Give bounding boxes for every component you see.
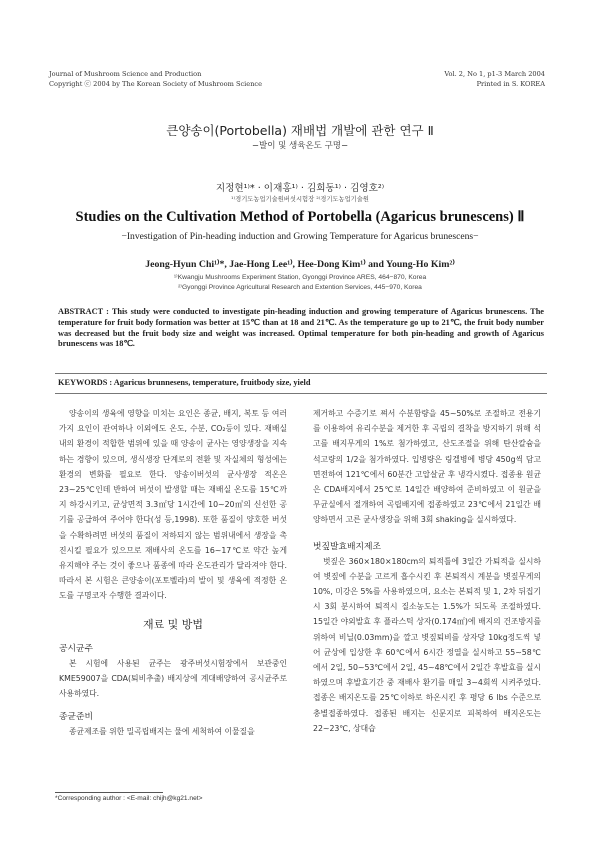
keywords-bottom-rule (55, 393, 547, 394)
volume-line: Vol. 2, No 1, p1-3 March 2004 (444, 70, 545, 78)
footnote-rule (55, 792, 163, 793)
authors-english: Jeong-Hyun Chi¹⁾*, Jae-Hong Lee¹⁾, Hee-Dong Kim¹⁾ and Young-Ho Kim²⁾ (145, 259, 455, 270)
subtitle-english: −Investigation of Pin-heading induction and Growing Temperature for Agaricus brunescens− (121, 231, 479, 242)
bed-paragraph: 벗짚은 360×180×180cm의 퇴적틀에 3일간 가퇴적을 실시하여 볏짚에 수분을 고르게 흡수시킨 후 본퇴적시 계분을 볏짚무게의 10%, 미강은 5%를 사용하였으며, 요소는 본퇴적 및 1, 2차 뒤집기시 3회 분시하여 퇴적시 질소농도는 1.5%가 되도록 조절하였다. 15일간 야외발효 후 플라스틱 상자(0.174㎡)에 배지의 건조방지를 위하여 비닐(0.03mm)을 깔고 볏짚퇴비를 상자당 10kg정도씩 넣어 균상에 입상한 후 60℃에서 6시간 정열을 실시하고 55∼58℃에서 2일, 50∼53℃에서 2일, 45∼48℃에서 2일간 후발효를 실시하였으며 후발효기간 중 재배사 환기를 매일 3∼4회씩 시켜주었다. 접종은 배지온도를 25℃이하로 하온시킨 후 평당 6 lbs 수준으로 충별접종하였다. 접종된 배지는 신문지로 피복하여 배지온도는 22∼23℃, 상대습 (313, 556, 541, 733)
printed-line: Printed in S. KOREA (476, 79, 545, 88)
bed-heading: 벗짚발효배지제조 (313, 541, 381, 552)
affiliations-english (0, 273, 600, 293)
affiliation-korean: ¹⁾경기도농업기술원버섯시험장 ²⁾경기도농업기술원 (231, 196, 369, 203)
spawn-paragraph: 종균제조를 위한 밀곡립배지는 물에 세척하여 이물질을 (69, 727, 255, 737)
journal-header-right (444, 70, 545, 89)
title-korean: 큰양송이(Portobella) 재배법 개발에 관한 연구 Ⅱ (166, 123, 434, 138)
title-english: Studies on the Cultivation Method of Portobella (Agaricus brunescens) Ⅱ (75, 209, 525, 225)
journal-header-left (49, 70, 262, 89)
affiliation-english-2: ²⁾Gyonggi Province Agricultural Research and Extention Services, 445−970, Korea (178, 283, 422, 291)
journal-name: Journal of Mushroom Science and Production (49, 70, 202, 78)
right-column (313, 406, 541, 736)
methods-heading: 재료 및 방법 (142, 617, 204, 631)
spawn-heading: 종균준비 (59, 712, 93, 723)
authors-korean: 지정현¹⁾* · 이재홍¹⁾ · 김희동¹⁾ · 김영호²⁾ (215, 183, 385, 194)
spawn-paragraph-continued: 제거하고 수증기로 쪄서 수분함량을 45∼50%로 조절하고 전용기를 이용하여 유리수분을 제거한 후 곡립의 결착을 방지하기 위해 석고를 배지무게의 1%로 첨가하였고, 산도조절을 위해 탄산칼슘을 석고량의 1/2을 첨가하였다. 입병량은 링겔병에 병당 450g씩 담고 면전하여 121℃에서 60분간 고압살균 후 냉각시켰다. 접종용 원균은 CDA배지에서 25℃로 14일간 배양하여 준비하였고 이 원균을 무균실에서 절개하여 곡립배지에 접종하였고 23℃에서 21일간 배양하면서 고른 균사생장을 위해 3회 shaking을 실시하였다. (313, 409, 541, 525)
subtitle-korean: −발이 및 생육온도 구명− (251, 141, 349, 151)
affiliation-english-1: ¹⁾Kwangju Mushrooms Experiment Station, Gyonggi Province ARES, 464−870, Korea (173, 274, 427, 281)
keywords-text: Agaricus brunnesens, temperature, fruitbody size, yield (113, 378, 311, 387)
keywords (58, 378, 544, 387)
abstract-label: ABSTRACT : (58, 307, 109, 316)
intro-paragraph: 양송이의 생육에 영향을 미치는 요인은 종균, 배지, 복토 등 여러 가지 요인이 관여하나 이외에도 온도, 수분, CO₂등이 있다. 재배실내의 환경이 적합한 범위에 있을 때 양송이 균사는 영양생장을 지속하는 경향이 있으며, 생식생장 단계로의 전환 및 자실체의 형성에는 환경의 변화를 필요로 한다. 양송이버섯의 균사생장 적온은 23∼25℃인데 반하여 버섯이 발생할 때는 재배실 온도를 15℃까지 하강시키고, 균상면적 3.3㎡당 1시간에 10∼20㎥의 신선한 공기를 공급하여 주어야 한다(성 등,1998). 또한 품질이 양호한 버섯을 수확하려면 버섯의 품질이 저하되지 않는 범위내에서 생장을 촉진시킬 필요가 있으므로 재배사의 온도를 16∼17℃로 약간 높게 유지해야 주는 것이 좋으나 품종에 따라 온도관리가 달라져야 한다. 따라서 본 시험은 큰양송이(포토벨라)의 발이 및 생육에 적정한 온도를 구명코자 수행한 결과이다. (59, 409, 287, 601)
keywords-top-rule (55, 373, 547, 374)
strain-heading: 공시균주 (59, 643, 93, 654)
abstract (58, 307, 544, 350)
strain-paragraph: 본 시험에 사용된 균주는 광주버섯시험장에서 보관중인 KME59007을 CDA(퇴비추출) 배지상에 계대배양하여 공시균주로 사용하였다. (59, 658, 287, 699)
copyright-line: Copyright ⓒ 2004 by The Korean Society of Mushroom Science (49, 79, 263, 88)
footnote: *Corresponding author : <E-mail: chijh@kg21.net> (55, 795, 203, 802)
left-column (59, 406, 287, 739)
keywords-label: KEYWORDS : (58, 378, 113, 387)
abstract-text: This study were conducted to investigate pin-heading induction and growing temperature of Agaricus brunescens. The temperature for fruit body formation was better at 15℃ than at 18 and 21℃. As the temperature go up to 21℃, the fruit body number was decreased but the fruit body size and weight was increased. Optimal temperature for both pin-heading and growth of Agaricus brunescens was 18℃. (58, 307, 544, 349)
